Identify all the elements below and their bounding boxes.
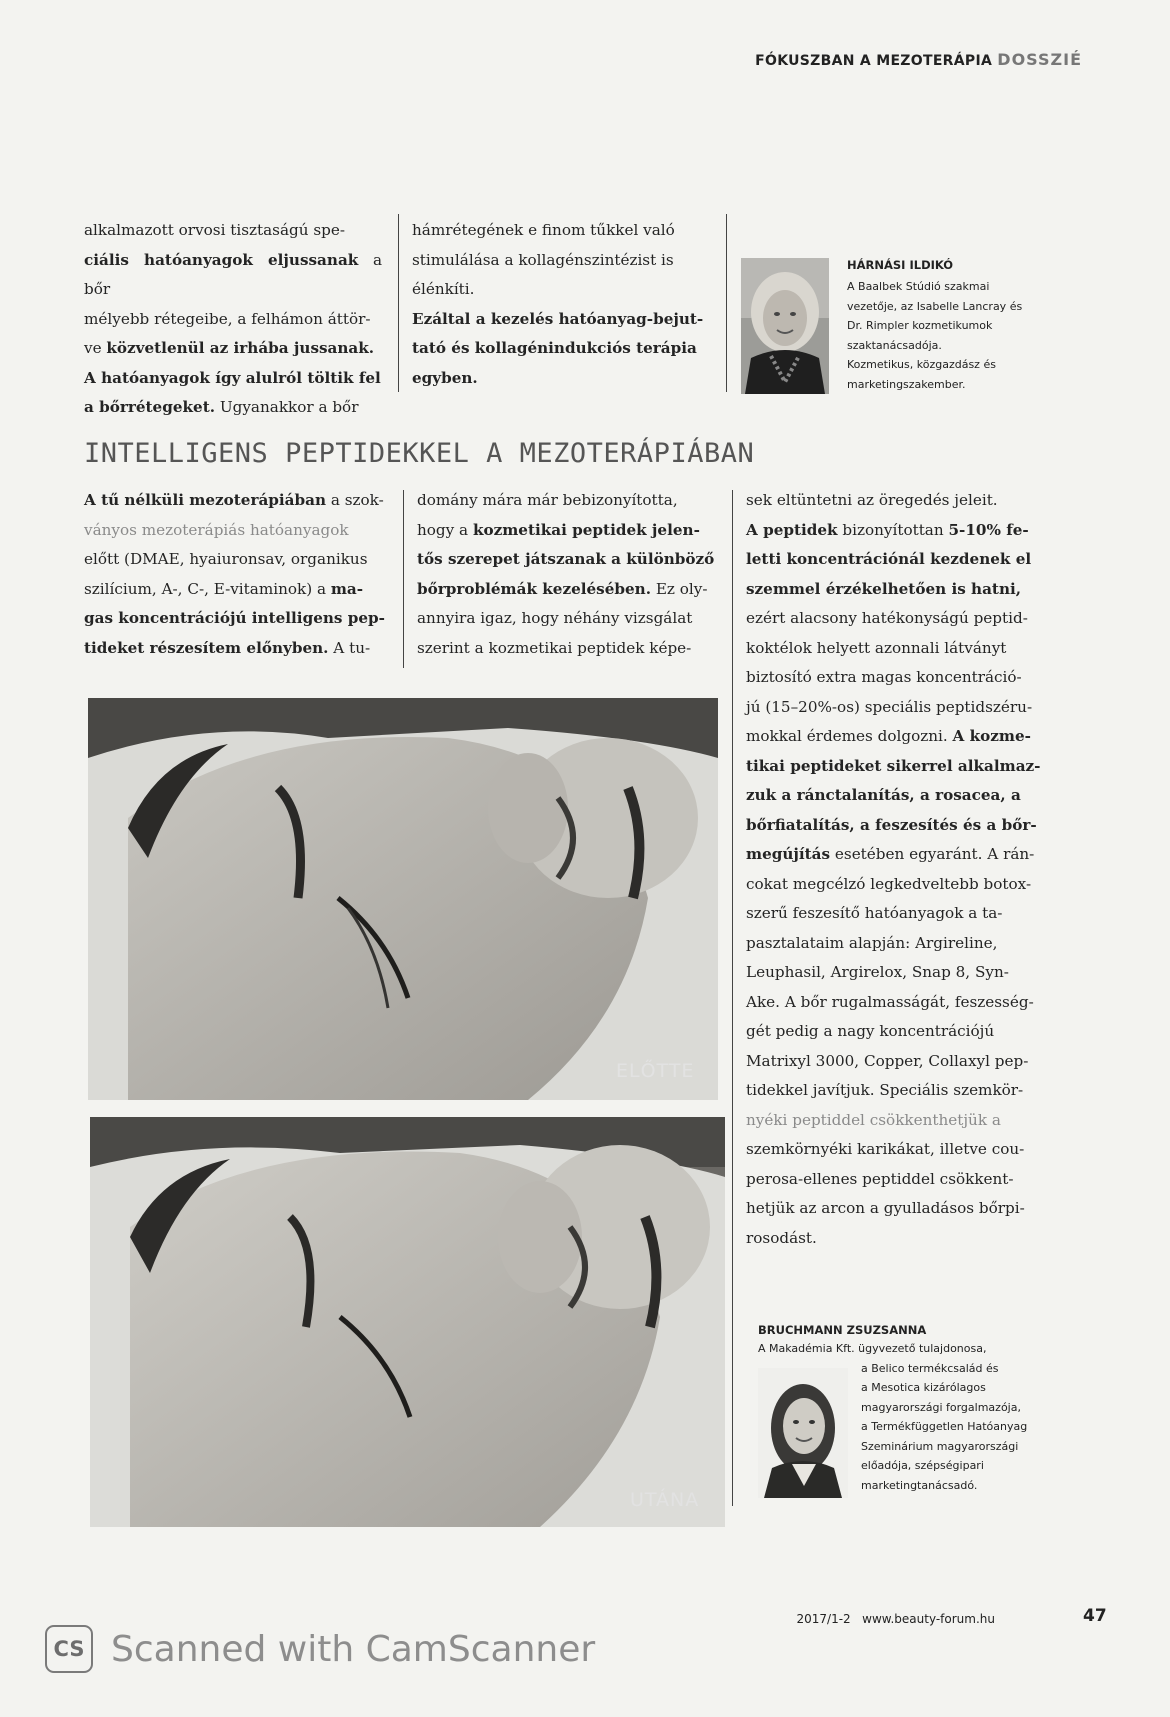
page-footer [796, 1612, 995, 1626]
article-column-1 [84, 486, 388, 663]
text-line: A peptidek bizonyítottan 5-10% fe- [746, 520, 1029, 539]
text-line: annyira igaz, hogy néhány vizsgálat [417, 609, 693, 627]
author-bio-text: a Belico termékcsalád és a Mesotica kizárólagos magyarországi forgalmazója, a Termékfüggetlen Hatóanyag Szeminárium magyarországi előadója, szépségipari marketingtanácsadó. [861, 1361, 1028, 1492]
text-line: mokkal érdemes dolgozni. A kozme- [746, 727, 1031, 745]
camscanner-logo-icon: CS [45, 1625, 93, 1673]
text-line: előtt (DMAE, hyaiuronsav, organikus [84, 550, 368, 568]
author-portrait-bruchmann [758, 1368, 848, 1498]
text-line: ciális hatóanyagok eljussanak a bőr [84, 250, 383, 298]
text-line: szemmel érzékelhetően is hatni, [746, 579, 1022, 598]
text-line: zuk a ránctalanítás, a rosacea, a [746, 786, 1021, 804]
text-line: tidekkel javítjuk. Speciális szemkör- [746, 1081, 1024, 1099]
text-line: gét pedig a nagy koncentrációjú [746, 1022, 995, 1040]
text-line: gas koncentrációjú intelligens pep- [84, 609, 385, 627]
text-line: stimulálása a kollagénszintézist is [412, 250, 674, 269]
text-line: tikai peptideket sikerrel alkalmaz- [746, 756, 1041, 775]
scanner-watermark [45, 1624, 595, 1674]
author-bio-text: A Baalbek Stúdió szakmai vezetője, az Isabelle Lancray és Dr. Rimpler kozmetikumok szaktanácsadója. Kozmetikus, közgazdász és marketingszakember. [847, 280, 1023, 391]
text-line: tató és kollagénindukciós terápia [412, 339, 697, 357]
text-line: szilícium, A-, C-, E-vitaminok) a ma- [84, 579, 364, 598]
author-bio-harnasi [847, 258, 1087, 394]
text-line: perosa-ellenes peptiddel csökkent- [746, 1169, 1014, 1188]
text-line: A hatóanyagok így alulról töltik fel [84, 368, 381, 387]
text-line: szerű feszesítő hatóanyagok a ta- [746, 904, 1003, 922]
author-name: HÁRNÁSI ILDIKÓ [847, 258, 954, 272]
column-divider [403, 490, 404, 668]
text-line: cokat megcélzó legkedveltebb botox- [746, 874, 1032, 893]
text-line: szerint a kozmetikai peptidek képe- [417, 638, 692, 657]
author-name: BRUCHMANN ZSUZSANNA [758, 1323, 927, 1337]
text-line: Ezáltal a kezelés hatóanyag-bejut- [412, 309, 704, 328]
article-column-2 [417, 486, 715, 663]
text-line: Matrixyl 3000, Copper, Collaxyl pep- [746, 1051, 1029, 1070]
text-line: hogy a kozmetikai peptidek jelen- [417, 520, 700, 539]
website-link[interactable]: www.beauty-forum.hu [862, 1612, 995, 1626]
photo-before [88, 698, 718, 1100]
photo-after-label: UTÁNA [630, 1489, 700, 1511]
text-line: biztosító extra magas koncentráció- [746, 668, 1022, 686]
text-line: alkalmazott orvosi tisztaságú spe- [84, 221, 345, 239]
text-line: letti koncentrációnál kezdenek el [746, 550, 1032, 568]
text-line: rosodást. [746, 1228, 817, 1247]
watermark-text: Scanned with CamScanner [111, 1628, 596, 1670]
column-divider [732, 490, 733, 1506]
text-line: koktélok helyett azonnali látványt [746, 638, 1007, 657]
column-divider [398, 214, 399, 392]
page-number: 47 [1083, 1606, 1107, 1626]
text-line: ványos mezoterápiás hatóanyagok [84, 520, 349, 539]
author-bio-first-line: A Makadémia Kft. ügyvezető tulajdonosa, [758, 1342, 987, 1355]
top-column-2 [412, 216, 710, 393]
text-line: sek eltüntetni az öregedés jeleit. [746, 491, 998, 509]
text-line: megújítás esetében egyaránt. A rán- [746, 845, 1035, 863]
text-line: tideket részesítem előnyben. A tu- [84, 638, 371, 657]
text-line: Leuphasil, Argirelox, Snap 8, Syn- [746, 963, 1009, 981]
text-line: tős szerepet játszanak a különböző [417, 550, 715, 568]
text-line: egyben. [412, 368, 478, 387]
text-line: bőrfiatalítás, a feszesítés és a bőr- [746, 815, 1037, 834]
text-line: szemkörnyéki karikákat, illetve cou- [746, 1140, 1025, 1158]
text-line: Ake. A bőr rugalmasságát, feszesség- [746, 992, 1034, 1011]
photo-before-label: ELŐTTE [616, 1060, 695, 1082]
text-line: élénkíti. [412, 280, 475, 298]
author-portrait-harnasi [741, 258, 829, 394]
text-line: ve közvetlenül az irhába jussanak. [84, 339, 375, 357]
text-line: nyéki peptiddel csökkenthetjük a [746, 1110, 1001, 1129]
text-line: jú (15–20%-os) speciális peptidszéru- [746, 697, 1033, 716]
text-line: hámrétegének e finom tűkkel való [412, 221, 675, 239]
text-line: bőrproblémák kezelésében. Ez oly- [417, 579, 708, 598]
text-line: pasztalataim alapján: Argireline, [746, 933, 998, 952]
text-line: A tű nélküli mezoterápiában a szok- [84, 491, 384, 509]
text-line: domány mára már bebizonyította, [417, 491, 678, 509]
text-line: mélyebb rétegeibe, a felhámon áttör- [84, 309, 371, 328]
text-line: a bőrrétegeket. Ugyanakkor a bőr [84, 398, 359, 416]
top-column-1 [84, 216, 382, 423]
column-divider [726, 214, 727, 392]
text-line: ezért alacsony hatékonyságú peptid- [746, 609, 1028, 627]
article-title: INTELLIGENS PEPTIDEKKEL A MEZOTERÁPIÁBAN [84, 438, 755, 469]
section-title: FÓKUSZBAN A MEZOTERÁPIA [755, 53, 993, 69]
photo-after [90, 1117, 725, 1527]
text-line: hetjük az arcon a gyulladásos bőrpi- [746, 1199, 1025, 1217]
article-column-3 [746, 486, 1046, 1253]
section-header [755, 50, 1082, 69]
dossier-label: DOSSZIÉ [997, 50, 1082, 69]
issue-number: 2017/1-2 [796, 1612, 851, 1626]
